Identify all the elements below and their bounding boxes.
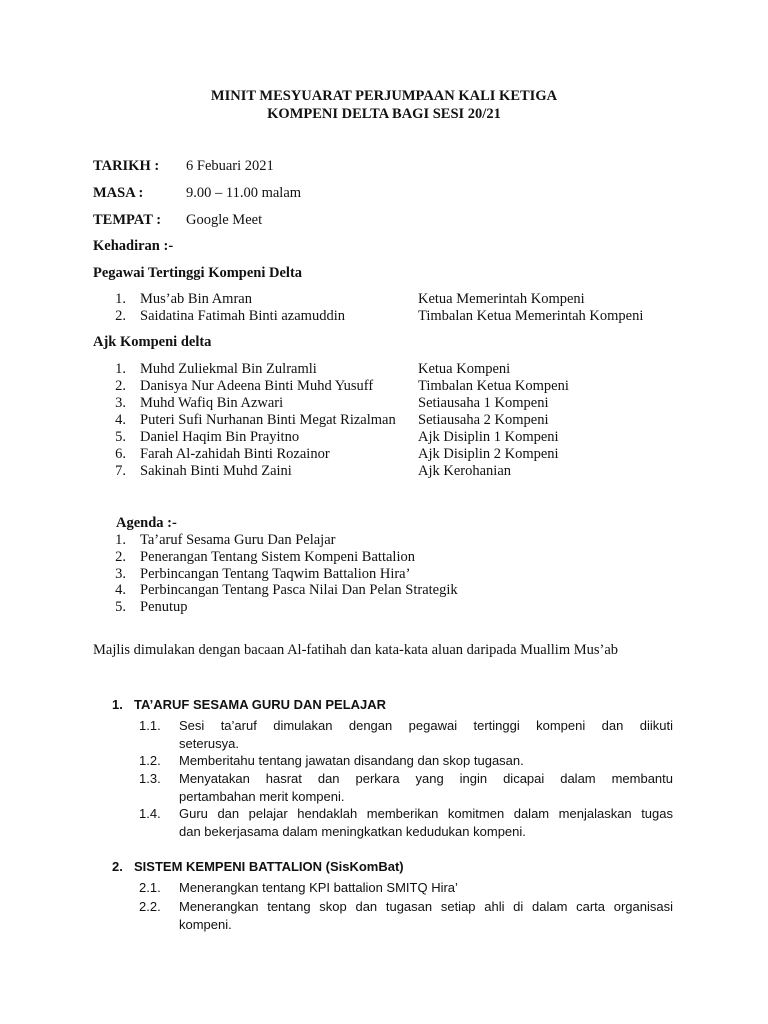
subitem-number: 1.3. (139, 771, 161, 786)
committee-role: Setiausaha 2 Kompeni (418, 412, 549, 428)
committee-number: 6. (115, 446, 126, 462)
subitem-text: Memberitahu tentang jawatan disandang dan skop tugasan. (179, 753, 524, 768)
committee-name: Daniel Haqim Bin Prayitno (140, 429, 300, 445)
place-value: Google Meet (186, 212, 263, 228)
agenda-number: 1. (115, 532, 126, 548)
officer-role: Timbalan Ketua Memerintah Kompeni (418, 308, 644, 324)
agenda-number: 2. (115, 549, 126, 565)
officers-heading: Pegawai Tertinggi Kompeni Delta (93, 265, 303, 281)
officer-number: 2. (115, 308, 126, 324)
date-label: TARIKH : (93, 158, 160, 174)
agenda-number: 5. (115, 599, 126, 615)
place-label: TEMPAT : (93, 212, 162, 228)
committee-number: 3. (115, 395, 126, 411)
section-heading: SISTEM KEMPENI BATTALION (SisKomBat) (134, 859, 404, 874)
committee-role: Ajk Kerohanian (418, 463, 512, 479)
committee-name: Muhd Wafiq Bin Azwari (140, 395, 284, 411)
agenda-item: Perbincangan Tentang Taqwim Battalion Hira’ (140, 566, 411, 582)
committee-role: Setiausaha 1 Kompeni (418, 395, 549, 411)
subitem-text-continued: dan bekerjasama dalam meningkatkan kedudukan kompeni. (179, 824, 526, 839)
agenda-item: Ta’aruf Sesama Guru Dan Pelajar (140, 532, 336, 548)
agenda-item: Penutup (140, 599, 188, 615)
officer-number: 1. (115, 291, 126, 307)
time-label: MASA : (93, 185, 144, 201)
committee-name: Danisya Nur Adeena Binti Muhd Yusuff (140, 378, 374, 394)
agenda-heading: Agenda :- (116, 515, 177, 531)
committee-number: 2. (115, 378, 126, 394)
section-number: 2. (112, 859, 123, 874)
attendance-heading: Kehadiran :- (93, 238, 174, 254)
subitem-number: 1.1. (139, 718, 161, 733)
subitem-text: Guru dan pelajar hendaklah memberikan komitmen dalam menjalaskan tugas (179, 806, 673, 821)
committee-role: Ketua Kompeni (418, 361, 511, 377)
officer-name: Mus’ab Bin Amran (140, 291, 252, 307)
subitem-text-continued: kompeni. (179, 917, 232, 932)
subitem-text: Menerangkan tentang KPI battalion SMITQ Hira’ (179, 880, 458, 895)
section-heading: TA’ARUF SESAMA GURU DAN PELAJAR (134, 697, 387, 712)
agenda-number: 3. (115, 566, 126, 582)
officer-name: Saidatina Fatimah Binti azamuddin (140, 308, 345, 324)
committee-number: 4. (115, 412, 126, 428)
subitem-text: Sesi ta’aruf dimulakan dengan pegawai tertinggi kompeni dan diikuti (179, 718, 673, 733)
agenda-item: Penerangan Tentang Sistem Kompeni Battalion (140, 549, 415, 565)
committee-name: Farah Al-zahidah Binti Rozainor (140, 446, 330, 462)
subitem-number: 1.2. (139, 753, 161, 768)
subitem-number: 1.4. (139, 806, 161, 821)
document-title-line1: MINIT MESYUARAT PERJUMPAAN KALI KETIGA (210, 88, 558, 104)
document-title-line2: KOMPENI DELTA BAGI SESI 20/21 (267, 106, 501, 122)
section-number: 1. (112, 697, 123, 712)
subitem-text: Menerangkan tentang skop dan tugasan setiap ahli di dalam carta organisasi (179, 899, 673, 914)
committee-number: 5. (115, 429, 126, 445)
subitem-text-continued: pertambahan merit kompeni. (179, 789, 345, 804)
committee-name: Sakinah Binti Muhd Zaini (140, 463, 292, 479)
committee-role: Ajk Disiplin 1 Kompeni (418, 429, 559, 445)
committee-heading: Ajk Kompeni delta (93, 334, 212, 350)
committee-name: Puteri Sufi Nurhanan Binti Megat Rizalman (140, 412, 396, 428)
subitem-text-continued: seterusya. (179, 736, 239, 751)
subitem-number: 2.1. (139, 880, 161, 895)
committee-number: 1. (115, 361, 126, 377)
committee-number: 7. (115, 463, 126, 479)
committee-role: Timbalan Ketua Kompeni (418, 378, 569, 394)
committee-name: Muhd Zuliekmal Bin Zulramli (140, 361, 317, 377)
committee-role: Ajk Disiplin 2 Kompeni (418, 446, 559, 462)
agenda-number: 4. (115, 582, 126, 598)
officer-role: Ketua Memerintah Kompeni (418, 291, 585, 307)
time-value: 9.00 – 11.00 malam (186, 185, 302, 201)
subitem-text: Menyatakan hasrat dan perkara yang ingin dicapai dalam membantu (179, 771, 673, 786)
opening-paragraph: Majlis dimulakan dengan bacaan Al-fatihah dan kata-kata aluan daripada Muallim Mus’ab (93, 642, 619, 658)
agenda-item: Perbincangan Tentang Pasca Nilai Dan Pelan Strategik (140, 582, 458, 598)
subitem-number: 2.2. (139, 899, 161, 914)
date-value: 6 Febuari 2021 (186, 158, 274, 174)
